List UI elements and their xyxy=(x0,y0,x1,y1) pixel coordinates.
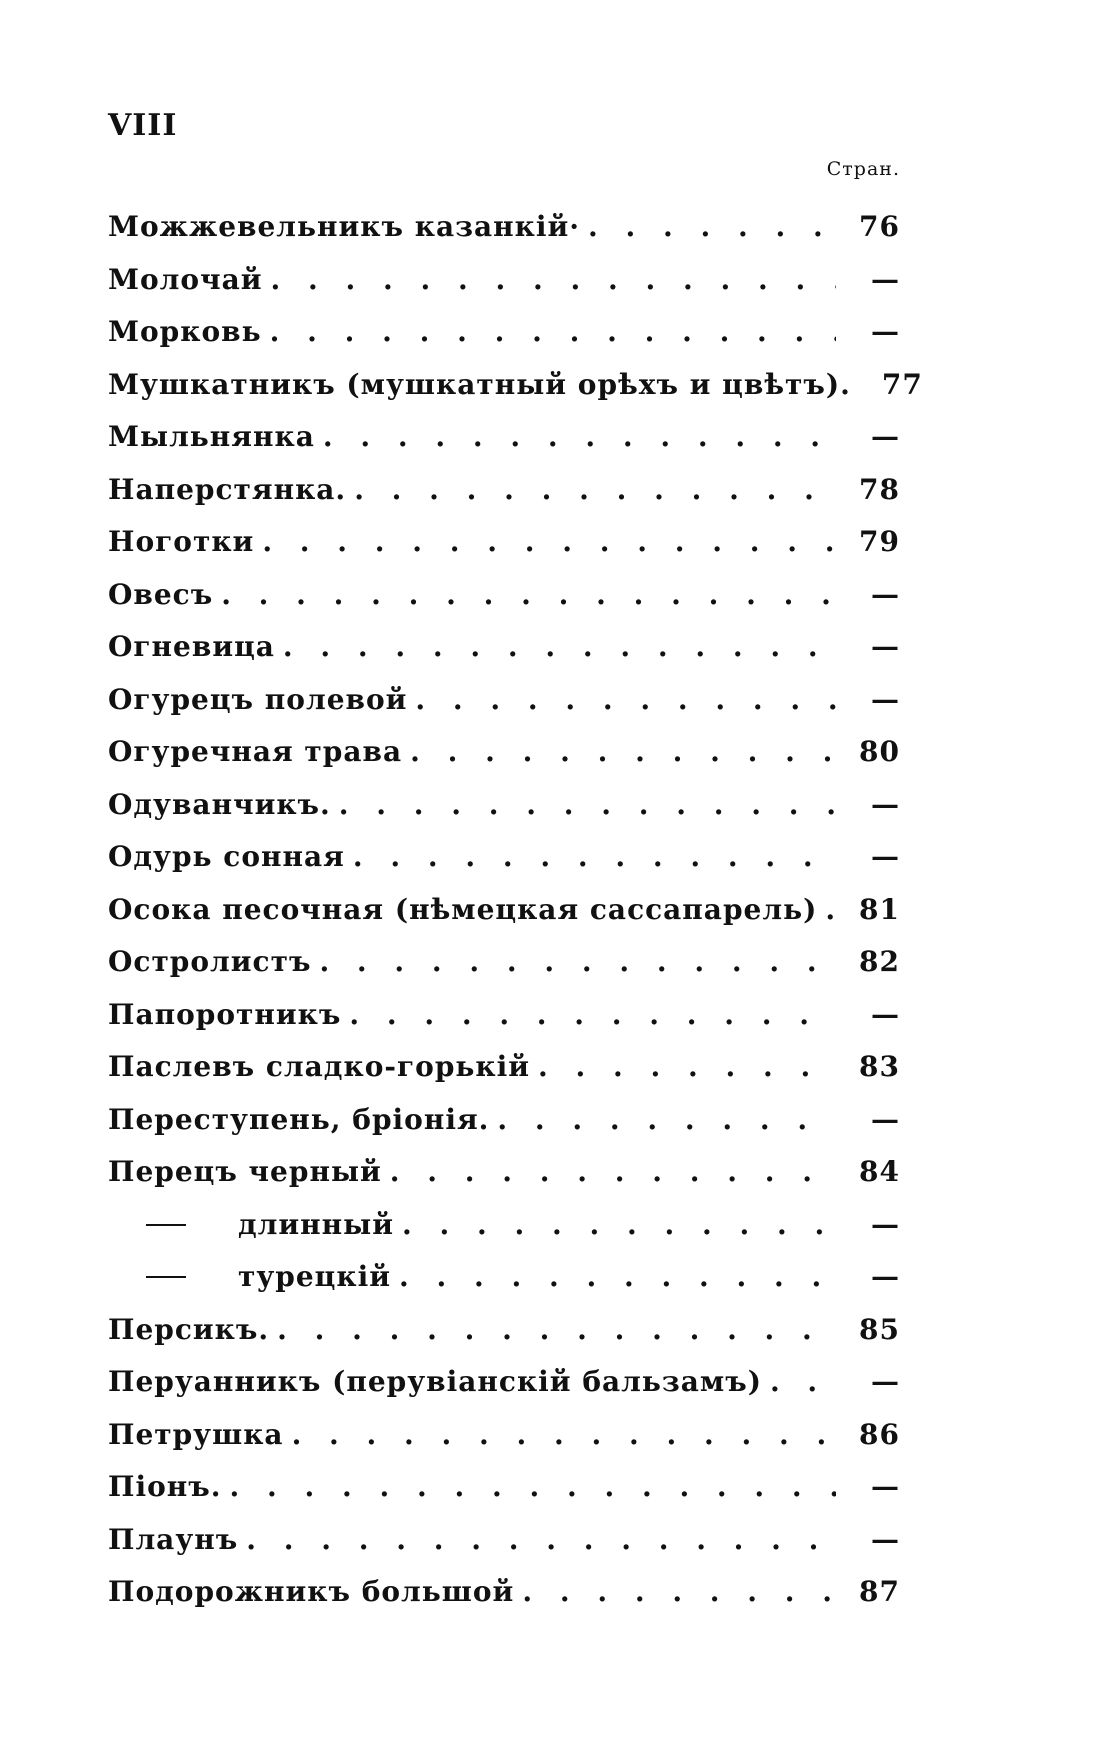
toc-entry xyxy=(108,945,900,998)
toc-entry-title-text: Піонъ. xyxy=(108,1470,222,1503)
toc-entry-page: 83 xyxy=(859,1050,900,1083)
toc-entry-page: 86 xyxy=(859,1417,900,1451)
toc-entry-title xyxy=(108,1523,238,1556)
toc-entry-title-text: Молочай xyxy=(108,262,263,296)
toc-entry-page: 84 xyxy=(859,1155,900,1188)
toc-entry-page: — xyxy=(871,630,900,663)
toc-entry-title-text: Овесъ xyxy=(108,577,214,611)
page-column-header: Стран. xyxy=(826,158,900,180)
page-number: VIII xyxy=(108,108,178,143)
toc-entry-page: — xyxy=(871,840,900,873)
toc-entry-title xyxy=(108,788,331,821)
toc-entry-title xyxy=(108,630,275,663)
toc-entry-title xyxy=(108,1418,284,1451)
dot-leader xyxy=(415,683,836,716)
toc-entry-page: 87 xyxy=(859,1575,900,1608)
toc-entry-page: 85 xyxy=(859,1312,900,1346)
toc-entry-title xyxy=(108,1260,391,1293)
dot-leader xyxy=(271,263,837,296)
dot-leader xyxy=(354,473,836,506)
toc-entry-title-text: Персикъ. xyxy=(108,1312,270,1346)
toc-entry-title-text: Одурь сонная xyxy=(108,840,345,873)
toc-entry-page: — xyxy=(871,1365,900,1398)
dot-leader xyxy=(410,735,836,768)
dot-leader xyxy=(292,1418,836,1451)
dot-leader xyxy=(522,1575,836,1608)
toc-entry-title xyxy=(108,1313,269,1346)
toc-entry-title xyxy=(108,735,402,768)
toc-entry-title-text: Огневица xyxy=(108,630,275,663)
toc-entry-page: 80 xyxy=(859,735,900,768)
toc-entry xyxy=(108,1103,900,1156)
toc-entry-title xyxy=(108,1470,221,1503)
toc-entry xyxy=(108,893,900,946)
toc-entry xyxy=(108,367,923,421)
toc-entry-title-text: Перуанникъ (перувіанскій бальзамъ) xyxy=(108,1365,762,1398)
toc-entry xyxy=(108,578,900,631)
toc-entry-page: 76 xyxy=(859,210,900,243)
toc-entry xyxy=(108,1260,900,1313)
toc-entry xyxy=(108,1418,900,1471)
toc-entry xyxy=(108,998,900,1051)
toc-entry xyxy=(108,473,900,526)
toc-entry xyxy=(108,263,900,316)
toc-entry-title xyxy=(108,945,311,978)
dot-leader xyxy=(246,1523,836,1556)
toc-entry-page: — xyxy=(871,315,900,348)
toc-entry-title-text: Можжевельникъ казанкій· xyxy=(108,210,580,243)
dot-leader xyxy=(277,1313,836,1346)
toc-entry-title-text: Морковь xyxy=(108,315,262,348)
toc-entry-title-text: Петрушка xyxy=(108,1417,284,1451)
toc-entry-title xyxy=(108,1208,394,1241)
dot-leader xyxy=(588,210,836,243)
toc-entry-title-text: Паслевъ сладко-горькій xyxy=(108,1050,531,1083)
toc-entry-title-text: Осока песочная (нѣмецкая сассапарель) xyxy=(108,892,818,926)
dot-leader xyxy=(538,1050,836,1083)
toc-entry-title-text: Огурецъ полевой xyxy=(108,682,408,716)
toc-entry-title xyxy=(108,1050,530,1083)
toc-entry-title xyxy=(108,998,341,1031)
table-of-contents xyxy=(108,210,923,1628)
toc-entry xyxy=(108,840,900,893)
toc-entry xyxy=(108,525,900,578)
toc-entry-page: — xyxy=(871,1207,900,1241)
toc-entry xyxy=(108,210,900,263)
toc-entry-title-text: Ноготки xyxy=(108,525,255,558)
toc-entry-title xyxy=(108,263,263,296)
dot-leader xyxy=(323,420,836,453)
toc-entry xyxy=(108,315,900,368)
toc-entry-title-text: Папоротникъ xyxy=(108,997,342,1031)
dot-leader xyxy=(339,788,836,821)
toc-entry-title-text: Мыльнянка xyxy=(108,420,315,453)
toc-entry-page: — xyxy=(871,1470,900,1503)
toc-entry xyxy=(108,1208,900,1261)
toc-entry-page: 77 xyxy=(881,367,923,401)
toc-entry-title xyxy=(108,840,345,873)
dot-leader xyxy=(353,840,836,873)
toc-entry-title xyxy=(108,893,817,926)
toc-entry-title-text: Огуречная трава xyxy=(108,735,403,768)
toc-entry-title xyxy=(108,1155,382,1188)
dot-leader xyxy=(825,893,836,926)
toc-entry-title xyxy=(108,315,262,348)
toc-entry-page: — xyxy=(871,997,900,1031)
toc-entry-title xyxy=(108,210,580,243)
ditto-dash xyxy=(146,1224,186,1226)
toc-entry-title xyxy=(108,420,315,453)
dot-leader xyxy=(497,1103,836,1136)
toc-entry xyxy=(108,420,900,473)
toc-entry-page: 79 xyxy=(859,525,900,558)
ditto-dash xyxy=(146,1276,186,1278)
toc-entry-page: — xyxy=(871,1102,900,1136)
dot-leader xyxy=(390,1155,836,1188)
toc-entry xyxy=(108,1575,900,1628)
dot-leader xyxy=(349,998,836,1031)
toc-entry xyxy=(108,1365,900,1418)
toc-entry-title-text: турецкій xyxy=(238,1260,391,1293)
toc-entry xyxy=(108,683,900,736)
toc-entry-title xyxy=(108,1575,514,1608)
toc-entry-page: — xyxy=(871,420,900,453)
toc-entry-page: — xyxy=(871,787,900,821)
toc-entry-title-text: Остролистъ xyxy=(108,945,312,978)
dot-leader xyxy=(283,630,836,663)
dot-leader xyxy=(402,1208,836,1241)
toc-entry-title-text: длинный xyxy=(238,1207,394,1241)
toc-entry-page: 82 xyxy=(859,945,900,978)
toc-entry-title-text: Наперстянка. xyxy=(108,472,347,506)
toc-entry-title-text: Мушкатникъ (мушкатный орѣхъ и цвѣтъ). xyxy=(108,367,851,401)
toc-entry-title xyxy=(108,578,213,611)
dot-leader xyxy=(319,945,836,978)
toc-entry-page: — xyxy=(871,577,900,611)
toc-entry xyxy=(108,1050,900,1103)
toc-entry-title-text: Одуванчикъ. xyxy=(108,787,331,821)
dot-leader xyxy=(229,1470,836,1503)
toc-entry-title-text: Плаунъ xyxy=(108,1522,239,1556)
toc-entry xyxy=(108,1313,900,1366)
toc-entry-page: 81 xyxy=(859,892,900,926)
toc-entry xyxy=(108,788,900,841)
toc-entry-title-text: Перецъ черный xyxy=(108,1155,382,1188)
toc-entry-title xyxy=(108,1103,489,1136)
dot-leader xyxy=(399,1260,836,1293)
toc-entry xyxy=(108,1470,900,1523)
toc-entry-page: 78 xyxy=(859,472,900,506)
toc-entry-title xyxy=(108,683,407,716)
dot-leader xyxy=(221,578,836,611)
toc-entry xyxy=(108,735,900,788)
toc-entry-title-text: Переступень, бріонія. xyxy=(108,1102,490,1136)
toc-entry-title xyxy=(108,368,851,401)
toc-entry-page: — xyxy=(871,682,900,716)
toc-entry xyxy=(108,630,900,683)
toc-entry-title xyxy=(108,473,346,506)
toc-entry-page: — xyxy=(871,1522,900,1556)
toc-entry-title-text: Подорожникъ большой xyxy=(108,1575,515,1608)
toc-entry-title xyxy=(108,525,254,558)
toc-entry-page: — xyxy=(871,1260,900,1293)
dot-leader xyxy=(770,1365,836,1398)
toc-entry xyxy=(108,1523,900,1576)
toc-entry-page: — xyxy=(871,262,900,296)
dot-leader xyxy=(270,315,836,348)
toc-entry xyxy=(108,1155,900,1208)
dot-leader xyxy=(262,525,836,558)
toc-entry-title xyxy=(108,1365,762,1398)
